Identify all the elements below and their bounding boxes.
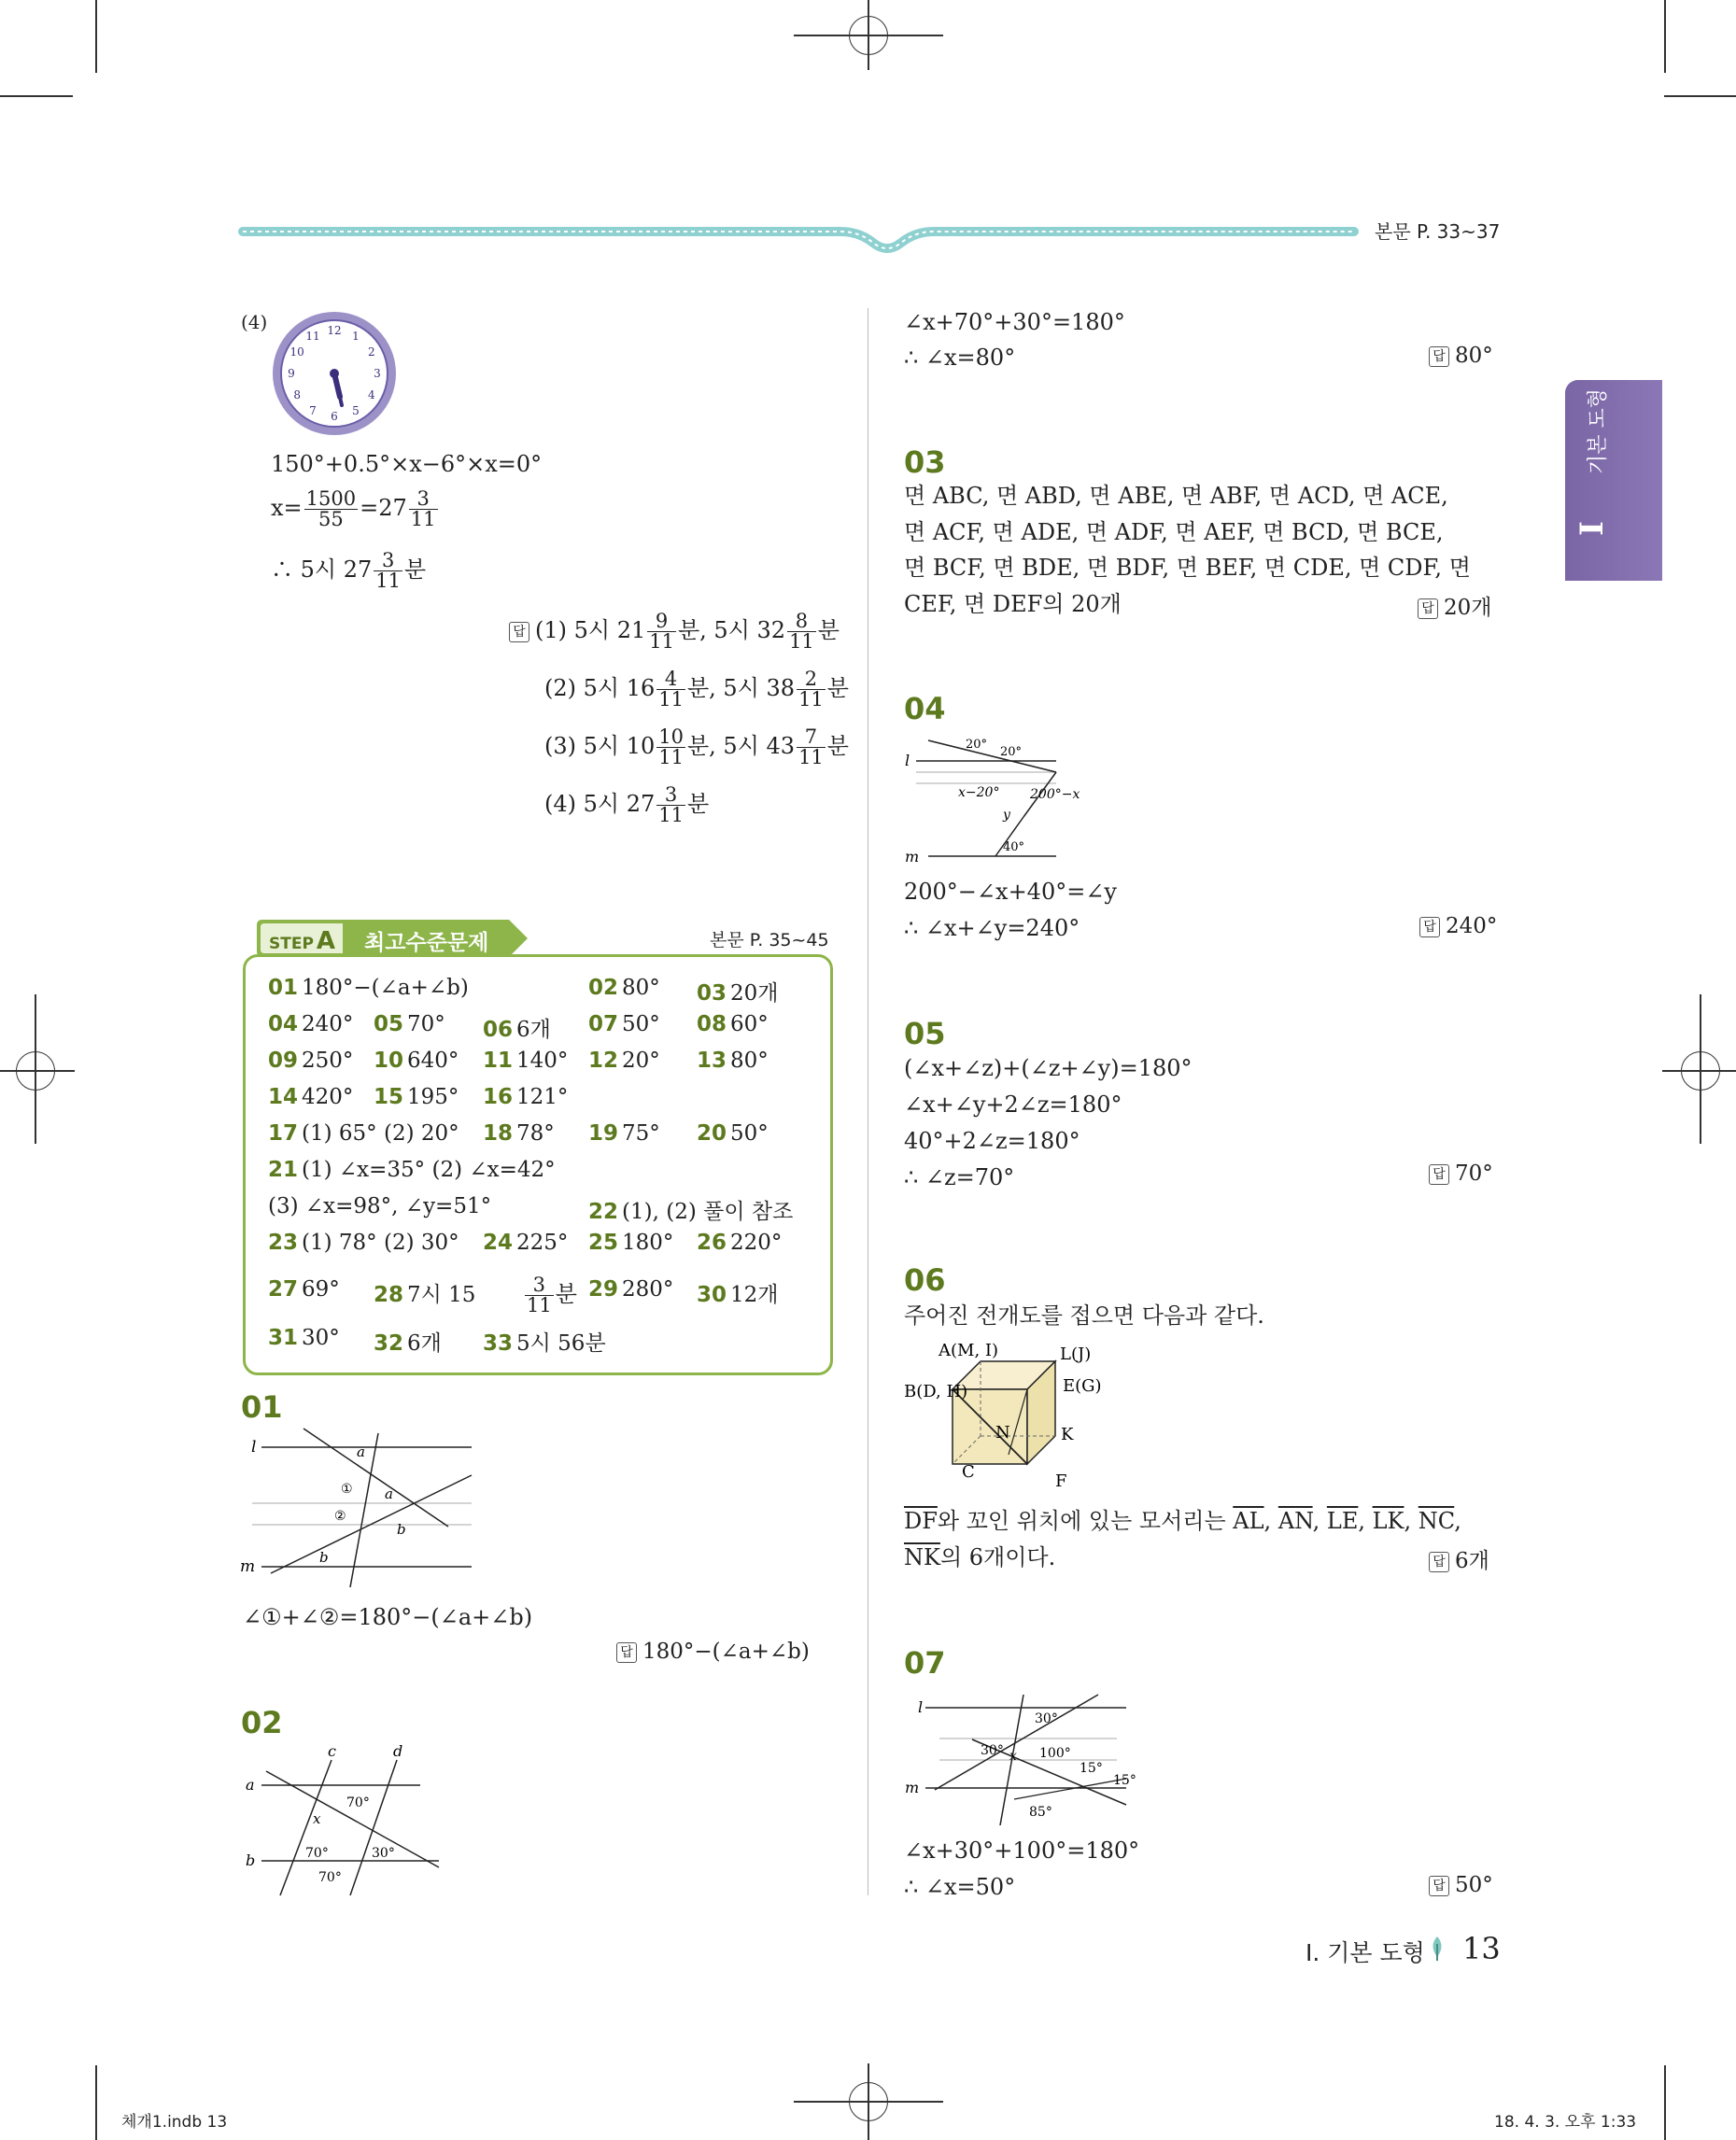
page-reference: 본문 P. 33~37 — [1375, 220, 1501, 243]
svg-text:b: b — [397, 1521, 406, 1538]
svg-text:200°−x: 200°−x — [1030, 787, 1080, 802]
answer-key-item — [697, 1231, 782, 1255]
answer-key-number: 11 — [483, 1049, 514, 1073]
clock-number: 10 — [289, 345, 304, 359]
answer-key-item — [697, 1121, 769, 1146]
registration-line — [0, 1070, 75, 1072]
clock-figure — [269, 308, 400, 439]
clock-number: 7 — [309, 403, 317, 417]
key-28-fraction: $\frac{3}{11}$ 분 — [527, 1274, 577, 1316]
answer-key-value: 60° — [730, 1012, 769, 1036]
svg-text:15°: 15° — [1113, 1773, 1136, 1788]
svg-text:15°: 15° — [1080, 1761, 1103, 1776]
page-number: 13 — [1462, 1931, 1501, 1966]
answer-key-value: 80° — [622, 976, 660, 1000]
svg-text:F: F — [1055, 1471, 1067, 1491]
equation-line: ∠①+∠②=180°−(∠a+∠b) — [243, 1604, 533, 1630]
answer-key-number: 05 — [374, 1012, 404, 1036]
equation-line: ∴ ∠x=80° — [904, 345, 1016, 371]
step-page-ref: 본문 P. 35~45 — [710, 930, 829, 950]
svg-text:20°: 20° — [1000, 745, 1023, 759]
svg-text:m: m — [905, 1779, 920, 1796]
answer-key-value: 7시 15 — [407, 1283, 476, 1307]
registration-line — [35, 994, 36, 1144]
answer-key-value: (3) ∠x=98°, ∠y=51° — [268, 1194, 492, 1218]
answer-key-item — [588, 1277, 673, 1302]
answer-key-item — [268, 1231, 459, 1255]
problem-number: 06 — [904, 1262, 946, 1298]
problem-05-lines: (∠x+∠z)+(∠z+∠y)=180° ∠x+∠y+2∠z=180° 40°+2∠z=180° ∴ ∠z=70° — [904, 1055, 1193, 1190]
side-tab-roman: I — [1574, 521, 1611, 536]
answer-key-item — [483, 1121, 555, 1146]
answer-key-item — [588, 1049, 660, 1073]
answer-key-item — [483, 1326, 606, 1357]
question-label: (4) — [241, 311, 268, 333]
svg-text:85°: 85° — [1029, 1805, 1052, 1820]
side-tab-label: 기본 도형 — [1587, 387, 1610, 474]
clock-number: 9 — [288, 367, 295, 380]
answer-line: 답 70° — [1429, 1162, 1493, 1186]
answer-key-item — [268, 1049, 353, 1073]
answer-key-item — [268, 1277, 340, 1302]
answer-key-item — [268, 1121, 459, 1146]
answer-key-number: 26 — [697, 1231, 727, 1255]
answer-key-value: 50° — [622, 1012, 660, 1036]
answer-key-item — [268, 1158, 556, 1182]
answer-key-item — [588, 1012, 660, 1036]
answer-key-number: 24 — [483, 1231, 514, 1255]
svg-text:30°: 30° — [981, 1743, 1004, 1758]
equation-line: x= $\frac{1500}{55}$ =27 $\frac{3}{11}$ — [271, 487, 436, 530]
clock-number: 1 — [352, 330, 360, 344]
answer-key-number: 10 — [374, 1049, 404, 1073]
answer-key-value: 5시 56분 — [516, 1331, 606, 1356]
answer-key-item — [483, 1085, 568, 1109]
equation-line: ∴ 5시 27 $\frac{3}{11}$ 분 — [271, 549, 427, 592]
svg-text:a: a — [357, 1443, 365, 1460]
answer-key-value: 30° — [302, 1326, 340, 1350]
equation-line: ∠x+30°+100°=180° — [904, 1837, 1140, 1864]
answer-key-value: 20개 — [730, 981, 779, 1006]
answer-key-number: 12 — [588, 1049, 619, 1073]
answer-key-item — [483, 1012, 551, 1043]
answer-key-number: 01 — [268, 976, 299, 1000]
answer-key-item — [268, 1085, 353, 1109]
answer-key-number: 23 — [268, 1231, 299, 1255]
svg-text:b: b — [246, 1851, 256, 1869]
answer-key-value: 420° — [302, 1085, 354, 1109]
leaf-icon — [1427, 1935, 1447, 1963]
answer-key-number: 03 — [697, 981, 727, 1006]
answer-line: 답 80° — [1429, 344, 1493, 368]
answer-key-value: 121° — [516, 1085, 569, 1109]
answer-key-value: (1) 78° (2) 30° — [302, 1231, 459, 1255]
answer-line: (3) 5시 10 $\frac{10}{11}$ 분, 5시 43 $\frac{7}{11}$ 분 — [544, 725, 849, 768]
chapter-side-tab-shade — [1565, 380, 1662, 581]
answer-key-item — [374, 1012, 445, 1036]
crop-mark — [1664, 0, 1666, 73]
answer-key-item — [374, 1277, 475, 1308]
crop-mark — [95, 0, 97, 73]
svg-text:B(D, H): B(D, H) — [904, 1382, 968, 1401]
answer-key-number: 30 — [697, 1283, 727, 1307]
crop-mark — [95, 2065, 97, 2140]
answer-key-value: 78° — [516, 1121, 555, 1146]
svg-text:②: ② — [334, 1509, 346, 1524]
answer-key-item — [374, 1326, 442, 1357]
answer-key-item — [268, 1326, 340, 1350]
answer-line: (2) 5시 16 $\frac{4}{11}$ 분, 5시 38 $\frac{2}{11}$ 분 — [544, 668, 849, 711]
svg-text:E(G): E(G) — [1063, 1376, 1102, 1396]
step-title: 최고수준문제 — [364, 931, 489, 955]
problem-number: 03 — [904, 444, 946, 480]
answer-key-value: 69° — [302, 1277, 340, 1302]
answer-line: 답 240° — [1419, 914, 1497, 938]
svg-text:l: l — [251, 1438, 257, 1457]
answer-line: (4) 5시 27 $\frac{3}{11}$ 분 — [544, 783, 710, 826]
answer-line: 답 (1) 5시 21 $\frac{9}{11}$ 분, 5시 32 $\frac{8}{11}$ 분 — [509, 612, 840, 652]
step-label: STEP A — [269, 927, 336, 955]
answer-key-value: 20° — [622, 1049, 660, 1073]
svg-text:C: C — [962, 1462, 975, 1482]
clock-number: 12 — [327, 324, 342, 337]
svg-text:70°: 70° — [305, 1846, 329, 1861]
answer-key-item — [374, 1049, 459, 1073]
problem-number: 02 — [241, 1705, 283, 1740]
answer-key-value: 70° — [407, 1012, 445, 1036]
answer-key-item — [697, 1277, 779, 1308]
clock-number: 4 — [367, 388, 375, 401]
answer-key-item — [697, 1012, 769, 1036]
problem-06-text: $\overline{DF}$와 꼬인 위치에 있는 모서리는 $\overline{AL}$, $\overline{AN}$, $\overline{LE}$, $\overline{LK}$, $\overline{NC}$, — [904, 1508, 1461, 1534]
answer-key-item — [483, 1231, 568, 1255]
svg-text:a: a — [246, 1776, 255, 1794]
answer-key-number: 27 — [268, 1277, 299, 1302]
equation-line: 150°+0.5°×x−6°×x=0° — [271, 451, 543, 477]
svg-text:70°: 70° — [318, 1870, 342, 1885]
answer-key-value: 75° — [622, 1121, 660, 1146]
clock-number: 11 — [305, 330, 320, 344]
problem-01-figure — [238, 1415, 481, 1592]
svg-text:A(M, I): A(M, I) — [939, 1341, 999, 1360]
svg-text:y: y — [1003, 808, 1010, 823]
registration-line — [1662, 1070, 1736, 1072]
header-ribbon — [238, 215, 1359, 261]
answer-line: 답 6개 — [1429, 1543, 1489, 1574]
svg-text:L(J): L(J) — [1060, 1345, 1092, 1364]
answer-key-number: 25 — [588, 1231, 619, 1255]
problem-number: 07 — [904, 1645, 946, 1681]
svg-text:K: K — [1061, 1425, 1074, 1444]
answer-key-value: 6개 — [516, 1018, 551, 1042]
problem-03-text: 면 ABC, 면 ABD, 면 ABE, 면 ABF, 면 ACD, 면 ACE, 면 ACF, 면 ADE, 면 ADF, 면 AEF, 면 BCD, 면 BCE, 면 BCF, 면 BDE, 면 BDF, 면 BEF, 면 CDE, 면 CDF, 면 CEF, 면 DEF의 20개 — [904, 483, 1471, 617]
svg-text:x: x — [313, 1810, 321, 1827]
answer-key-item — [268, 1012, 353, 1036]
answer-key-item — [697, 1049, 769, 1073]
crop-mark — [1664, 2065, 1666, 2140]
answer-key-value: 220° — [730, 1231, 783, 1255]
answer-key-value: 180° — [622, 1231, 674, 1255]
problem-02-figure — [238, 1741, 462, 1909]
svg-text:N: N — [995, 1423, 1010, 1443]
clock-number: 6 — [331, 410, 338, 423]
answer-key-number: 04 — [268, 1012, 299, 1036]
answer-key-value: 12개 — [730, 1283, 779, 1307]
answer-key-number: 22 — [588, 1200, 619, 1224]
answer-line: 답 20개 — [1418, 590, 1492, 621]
cube-figure — [896, 1333, 1177, 1492]
answer-line: 답 50° — [1429, 1873, 1493, 1897]
answer-key-number: 13 — [697, 1049, 727, 1073]
answer-key-item — [268, 1194, 491, 1218]
answer-key-number: 16 — [483, 1085, 514, 1109]
svg-text:x−20°: x−20° — [958, 785, 1000, 800]
problem-06-intro: 주어진 전개도를 접으면 다음과 같다. — [904, 1302, 1264, 1329]
answer-key-value: (1) ∠x=35° (2) ∠x=42° — [302, 1158, 556, 1182]
answer-key-item — [483, 1049, 568, 1073]
answer-key-item — [588, 976, 660, 1000]
answer-key-value: 640° — [407, 1049, 459, 1073]
svg-text:20°: 20° — [966, 738, 988, 752]
svg-text:30°: 30° — [1035, 1711, 1058, 1726]
svg-text:x: x — [1009, 1749, 1017, 1764]
answer-key-number: 07 — [588, 1012, 619, 1036]
answer-key-item — [588, 1121, 660, 1146]
print-timestamp: 18. 4. 3. 오후 1:33 — [1494, 2113, 1637, 2132]
problem-number: 05 — [904, 1016, 946, 1051]
equation-line: 200°−∠x+40°=∠y — [904, 879, 1117, 905]
answer-key-number: 28 — [374, 1283, 404, 1307]
answer-key-number: 19 — [588, 1121, 619, 1146]
answer-key-value: 80° — [730, 1049, 769, 1073]
answer-key-value: (1), (2) 풀이 참조 — [622, 1200, 794, 1224]
answer-key-number: 14 — [268, 1085, 299, 1109]
crop-mark — [1664, 95, 1736, 97]
svg-text:l: l — [918, 1698, 924, 1716]
svg-text:m: m — [240, 1557, 256, 1576]
svg-text:c: c — [328, 1742, 336, 1760]
problem-number: 04 — [904, 691, 946, 726]
answer-line: 답 180°−(∠a+∠b) — [616, 1640, 810, 1664]
answer-key-number: 02 — [588, 976, 619, 1000]
svg-text:d: d — [393, 1742, 403, 1760]
answer-key-value: 140° — [516, 1049, 569, 1073]
crop-mark — [0, 95, 73, 97]
clock-number: 3 — [374, 367, 381, 380]
file-info: 체개1.indb 13 — [121, 2113, 228, 2132]
svg-text:a: a — [385, 1485, 393, 1502]
footer-chapter: I. 기본 도형 — [1306, 1939, 1425, 1966]
equation-line: ∠x+70°+30°=180° — [904, 309, 1125, 335]
svg-text:l: l — [905, 752, 910, 769]
answer-key-item — [374, 1085, 459, 1109]
svg-text:b: b — [319, 1549, 329, 1566]
problem-07-figure — [902, 1685, 1154, 1835]
svg-text:①: ① — [341, 1482, 353, 1497]
answer-key-item — [268, 976, 469, 1000]
answer-key-value: 225° — [516, 1231, 569, 1255]
clock-number: 8 — [293, 388, 302, 401]
registration-line — [794, 35, 943, 36]
answer-key-value: 50° — [730, 1121, 769, 1146]
answer-key-value: 180°−(∠a+∠b) — [302, 976, 469, 1000]
answer-key-value: 280° — [622, 1277, 674, 1302]
equation-line: ∴ ∠x+∠y=240° — [904, 915, 1080, 941]
answer-key-number: 33 — [483, 1331, 514, 1356]
answer-key-value: (1) 65° (2) 20° — [302, 1121, 459, 1146]
answer-key-number: 21 — [268, 1158, 299, 1182]
clock-number: 5 — [352, 403, 360, 417]
answer-key-number: 15 — [374, 1085, 404, 1109]
svg-text:40°: 40° — [1003, 840, 1025, 854]
answer-key-item — [588, 1194, 793, 1225]
answer-key-number: 09 — [268, 1049, 299, 1073]
answer-key-number: 20 — [697, 1121, 727, 1146]
answer-key-number: 18 — [483, 1121, 514, 1146]
answer-key-number: 31 — [268, 1326, 299, 1350]
answer-key-value: 6개 — [407, 1331, 442, 1356]
answer-key-value: 240° — [302, 1012, 354, 1036]
svg-text:100°: 100° — [1039, 1746, 1071, 1761]
answer-key-number: 29 — [588, 1277, 619, 1302]
answer-key-value: 195° — [407, 1085, 459, 1109]
problem-number: 01 — [241, 1389, 283, 1425]
answer-key-item — [588, 1231, 673, 1255]
answer-key-number: 17 — [268, 1121, 299, 1146]
answer-key-number: 32 — [374, 1331, 404, 1356]
svg-text:70°: 70° — [346, 1795, 370, 1810]
problem-04-figure — [902, 724, 1126, 864]
svg-text:m: m — [905, 848, 920, 864]
problem-06-text: $\overline{NK}$의 6개이다. — [904, 1544, 1056, 1570]
clock-number: 2 — [367, 345, 375, 359]
registration-line — [1700, 994, 1701, 1144]
answer-key-number: 06 — [483, 1018, 514, 1042]
answer-key-number: 08 — [697, 1012, 727, 1036]
answer-key-item — [697, 976, 779, 1007]
registration-line — [794, 2101, 943, 2103]
svg-text:30°: 30° — [372, 1846, 395, 1861]
answer-key-value: 250° — [302, 1049, 354, 1073]
equation-line: ∴ ∠x=50° — [904, 1874, 1016, 1900]
